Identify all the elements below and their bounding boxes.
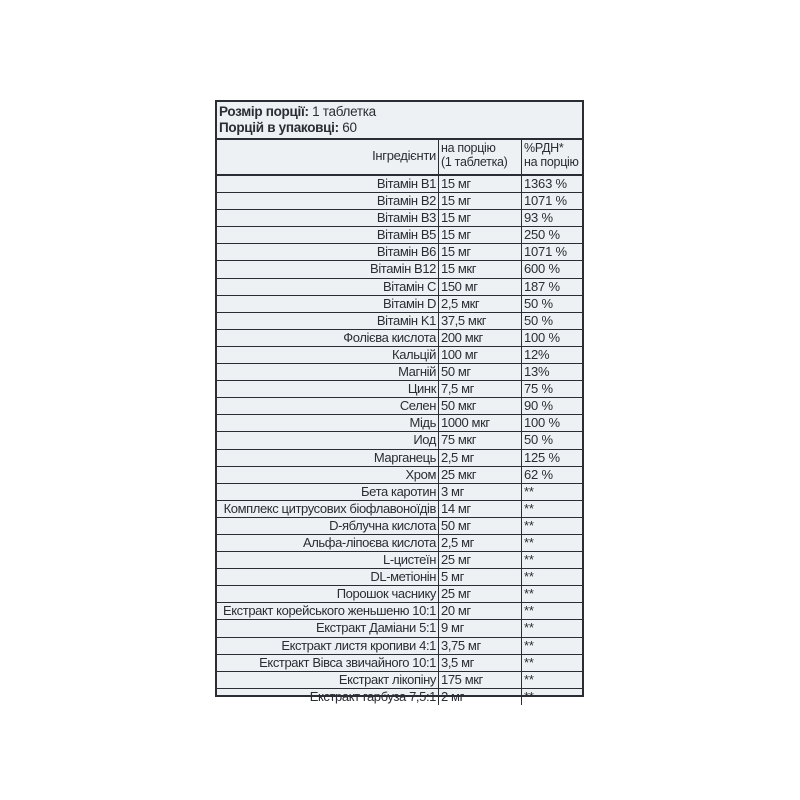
amount-per-serving: 25 мг — [439, 586, 522, 602]
table-row — [217, 501, 582, 518]
per-serving-header — [439, 140, 522, 174]
per-serving-header-line2: (1 таблетка) — [441, 155, 508, 169]
ingredient-name: Бета каротин — [217, 484, 439, 500]
table-row — [217, 227, 582, 244]
ingredient-name: Вітамін B2 — [217, 193, 439, 209]
rdn-percent: ** — [524, 637, 534, 653]
table-row — [217, 586, 582, 603]
ingredient-name: Екстракт Вівса звичайного 10:1 — [217, 655, 439, 671]
table-row — [217, 432, 582, 449]
ingredient-name: Вітамін B6 — [217, 244, 439, 260]
ingredient-name: Вітамін C — [217, 279, 439, 295]
ingredient-name: Екстракт листя кропиви 4:1 — [217, 638, 439, 654]
rdn-percent: 75 % — [524, 381, 553, 397]
rdn-percent: 125 % — [524, 449, 560, 465]
ingredient-name: Марганець — [217, 450, 439, 466]
rdn-percent: ** — [524, 586, 534, 602]
servings-value: 60 — [342, 120, 357, 135]
ingredient-name: Хром — [217, 467, 439, 483]
rdn-header — [522, 140, 582, 174]
ingredient-name: Цинк — [217, 381, 439, 397]
rdn-percent: ** — [524, 569, 534, 585]
amount-per-serving: 2 мг — [439, 689, 522, 705]
ingredient-name: Фолієва кислота — [217, 330, 439, 346]
ingredient-name: Екстракт гарбуза 7,5:1 — [217, 689, 439, 705]
rdn-percent: 93 % — [524, 210, 553, 226]
rdn-percent: 50 % — [524, 295, 553, 311]
table-row — [217, 603, 582, 620]
amount-per-serving: 25 мг — [439, 552, 522, 568]
amount-per-serving: 15 мг — [439, 210, 522, 226]
serving-size-label: Розмір порції: — [219, 104, 309, 119]
ingredient-name: Селен — [217, 398, 439, 414]
table-row — [217, 347, 582, 364]
amount-per-serving: 150 мг — [439, 279, 522, 295]
table-row — [217, 655, 582, 672]
amount-per-serving: 2,5 мкг — [439, 296, 522, 312]
rdn-percent: ** — [524, 552, 534, 568]
ingredient-name: Комплекс цитрусових біофлавоноїдів — [217, 501, 439, 517]
serving-info — [217, 102, 582, 140]
table-row — [217, 279, 582, 296]
amount-per-serving: 14 мг — [439, 501, 522, 517]
amount-per-serving: 3 мг — [439, 484, 522, 500]
rdn-percent: ** — [524, 603, 534, 619]
table-row — [217, 552, 582, 569]
ingredient-name: Вітамін B12 — [217, 261, 439, 277]
amount-per-serving: 50 мг — [439, 364, 522, 380]
rdn-percent: 62 % — [524, 466, 553, 482]
table-row — [217, 450, 582, 467]
table-row — [217, 244, 582, 261]
rdn-percent: ** — [524, 654, 534, 670]
ingredients-header: Інгредієнти — [217, 140, 439, 174]
amount-per-serving: 175 мкг — [439, 672, 522, 688]
ingredient-name: Екстракт корейського женьшеню 10:1 — [217, 603, 439, 619]
table-row — [217, 638, 582, 655]
rdn-percent: ** — [524, 671, 534, 687]
table-row — [217, 689, 582, 705]
table-row — [217, 467, 582, 484]
amount-per-serving: 15 мг — [439, 176, 522, 192]
amount-per-serving: 100 мг — [439, 347, 522, 363]
table-row — [217, 398, 582, 415]
amount-per-serving: 15 мг — [439, 227, 522, 243]
servings-label: Порцій в упаковці: — [219, 120, 339, 135]
amount-per-serving: 37,5 мкг — [439, 313, 522, 329]
ingredient-name: Иод — [217, 432, 439, 448]
per-serving-header-line1: на порцію — [441, 141, 496, 155]
ingredient-name: DL-метіонін — [217, 569, 439, 585]
table-row — [217, 313, 582, 330]
amount-per-serving: 1000 мкг — [439, 415, 522, 431]
rdn-percent: 100 % — [524, 415, 560, 431]
rdn-percent: ** — [524, 688, 534, 704]
ingredient-name: Вітамін K1 — [217, 313, 439, 329]
ingredient-rows — [217, 176, 582, 705]
ingredient-name: D-яблучна кислота — [217, 518, 439, 534]
table-row — [217, 620, 582, 637]
table-row — [217, 364, 582, 381]
supplement-facts-panel — [215, 100, 584, 704]
amount-per-serving: 75 мкг — [439, 432, 522, 448]
ingredient-name: L-цистеїн — [217, 552, 439, 568]
rdn-percent: 187 % — [524, 278, 560, 294]
table-row — [217, 176, 582, 193]
amount-per-serving: 50 мкг — [439, 398, 522, 414]
rdn-percent: ** — [524, 620, 534, 636]
amount-per-serving: 9 мг — [439, 620, 522, 636]
rdn-header-line2: на порцію — [524, 155, 579, 169]
rdn-header-line1: %РДН* — [524, 141, 564, 155]
table-row — [217, 415, 582, 432]
rdn-percent: 50 % — [524, 312, 553, 328]
rdn-percent: 12% — [524, 346, 550, 362]
serving-size-line — [219, 104, 582, 120]
table-row — [217, 484, 582, 501]
ingredient-name: Кальцій — [217, 347, 439, 363]
amount-per-serving: 200 мкг — [439, 330, 522, 346]
rdn-percent: ** — [524, 517, 534, 533]
ingredient-name: Екстракт Даміани 5:1 — [217, 620, 439, 636]
ingredient-name: Альфа-ліпоєва кислота — [217, 535, 439, 551]
ingredient-name: Вітамін B5 — [217, 227, 439, 243]
rdn-percent: 1363 % — [524, 176, 567, 191]
ingredient-name: Мідь — [217, 415, 439, 431]
rdn-percent: 50 % — [524, 432, 553, 448]
table-row — [217, 381, 582, 398]
servings-per-container-line — [219, 120, 582, 136]
ingredient-name: Вітамін B1 — [217, 176, 439, 192]
amount-per-serving: 3,75 мг — [439, 638, 522, 654]
amount-per-serving: 7,5 мг — [439, 381, 522, 397]
rdn-percent: 13% — [524, 364, 550, 380]
serving-size-value: 1 таблетка — [312, 104, 376, 119]
amount-per-serving: 15 мг — [439, 244, 522, 260]
amount-per-serving: 15 мг — [439, 193, 522, 209]
table-row — [217, 210, 582, 227]
table-row — [217, 518, 582, 535]
amount-per-serving: 15 мкг — [439, 261, 522, 277]
amount-per-serving: 25 мкг — [439, 467, 522, 483]
amount-per-serving: 5 мг — [439, 569, 522, 585]
ingredient-name: Вітамін D — [217, 296, 439, 312]
ingredient-name: Магній — [217, 364, 439, 380]
amount-per-serving: 50 мг — [439, 518, 522, 534]
table-row — [217, 535, 582, 552]
rdn-percent: 90 % — [524, 398, 553, 414]
rdn-percent: 1071 % — [524, 193, 567, 209]
table-row — [217, 569, 582, 586]
table-row — [217, 296, 582, 313]
rdn-percent: ** — [524, 483, 534, 499]
rdn-percent: ** — [524, 534, 534, 550]
rdn-percent: 1071 % — [524, 244, 567, 260]
rdn-percent: 100 % — [524, 329, 560, 345]
rdn-percent: 250 % — [524, 227, 560, 243]
rdn-percent: ** — [524, 500, 534, 516]
ingredient-name: Порошок часнику — [217, 586, 439, 602]
table-row — [217, 672, 582, 689]
amount-per-serving: 3,5 мг — [439, 655, 522, 671]
ingredient-name: Вітамін B3 — [217, 210, 439, 226]
ingredient-name: Екстракт лікопіну — [217, 672, 439, 688]
column-headers — [217, 140, 582, 176]
table-row — [217, 261, 582, 278]
table-row — [217, 193, 582, 210]
amount-per-serving: 2,5 мг — [439, 535, 522, 551]
amount-per-serving: 20 мг — [439, 603, 522, 619]
rdn-percent: 600 % — [524, 261, 560, 277]
table-row — [217, 330, 582, 347]
amount-per-serving: 2,5 мг — [439, 450, 522, 466]
